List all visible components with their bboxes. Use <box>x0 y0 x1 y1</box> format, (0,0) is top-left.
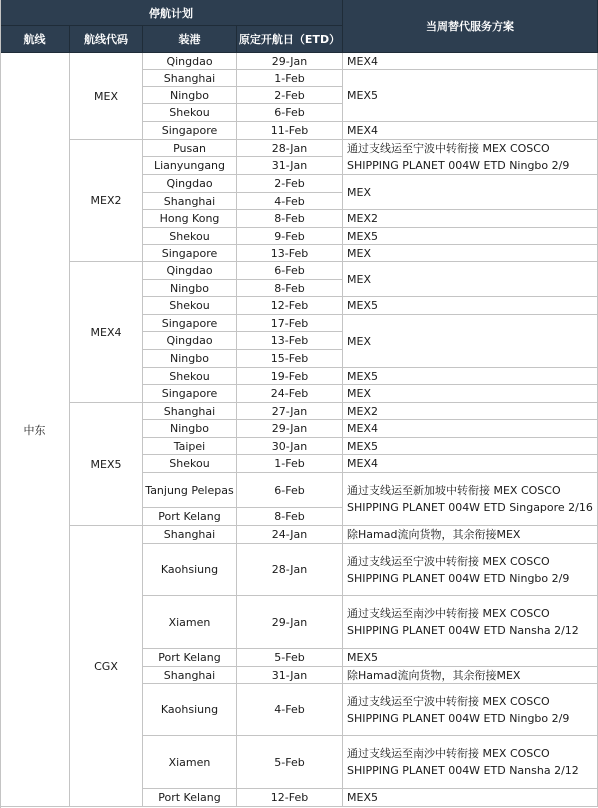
alternative-plan-cell: MEX <box>343 315 598 368</box>
port-cell: Hong Kong <box>143 210 237 228</box>
etd-cell: 4-Feb <box>237 684 343 736</box>
header-route: 航线 <box>0 26 70 53</box>
alternative-plan-cell: MEX <box>343 262 598 297</box>
port-cell: Shekou <box>143 297 237 315</box>
port-cell: Qingdao <box>143 332 237 350</box>
alternative-plan-cell: MEX4 <box>343 53 598 70</box>
port-cell: Shanghai <box>143 667 237 684</box>
port-cell: Shekou <box>143 228 237 245</box>
alternative-plan-cell: 通过支线运至南沙中转衔接 MEX COSCO SHIPPING PLANET 004W ETD Nansha 2/12 <box>343 596 598 649</box>
etd-cell: 6-Feb <box>237 104 343 122</box>
alternative-plan-cell: MEX4 <box>343 420 598 438</box>
etd-cell: 1-Feb <box>237 70 343 87</box>
port-cell: Ningbo <box>143 350 237 368</box>
etd-cell: 6-Feb <box>237 473 343 508</box>
etd-cell: 30-Jan <box>237 438 343 455</box>
alternative-plan-cell: MEX <box>343 175 598 210</box>
alternative-plan-cell: MEX4 <box>343 122 598 140</box>
etd-cell: 24-Jan <box>237 526 343 544</box>
alternative-plan-cell: MEX5 <box>343 789 598 807</box>
port-cell: Singapore <box>143 315 237 332</box>
etd-cell: 29-Jan <box>237 53 343 70</box>
port-cell: Kaohsiung <box>143 684 237 736</box>
port-cell: Singapore <box>143 385 237 403</box>
port-cell: Port Kelang <box>143 789 237 807</box>
service-code-cell: CGX <box>70 526 143 807</box>
service-code-cell: MEX2 <box>70 140 143 262</box>
port-cell: Ningbo <box>143 420 237 438</box>
port-cell: Qingdao <box>143 175 237 193</box>
etd-cell: 31-Jan <box>237 157 343 175</box>
port-cell: Ningbo <box>143 280 237 297</box>
etd-cell: 27-Jan <box>237 403 343 420</box>
port-cell: Singapore <box>143 245 237 262</box>
alternative-plan-cell: 通过支线运至南沙中转衔接 MEX COSCO SHIPPING PLANET 004W ETD Nansha 2/12 <box>343 736 598 789</box>
alternative-plan-cell: 通过支线运至宁波中转衔接 MEX COSCO SHIPPING PLANET 004W ETD Ningbo 2/9 <box>343 140 598 175</box>
etd-cell: 17-Feb <box>237 315 343 332</box>
alternative-plan-cell: MEX <box>343 385 598 403</box>
alternative-plan-cell: MEX5 <box>343 228 598 245</box>
port-cell: Shanghai <box>143 70 237 87</box>
etd-cell: 9-Feb <box>237 228 343 245</box>
etd-cell: 2-Feb <box>237 87 343 104</box>
etd-cell: 1-Feb <box>237 455 343 473</box>
etd-cell: 28-Jan <box>237 544 343 596</box>
port-cell: Qingdao <box>143 53 237 70</box>
etd-cell: 12-Feb <box>237 789 343 807</box>
port-cell: Qingdao <box>143 262 237 280</box>
port-cell: Ningbo <box>143 87 237 104</box>
etd-cell: 24-Feb <box>237 385 343 403</box>
etd-cell: 5-Feb <box>237 649 343 667</box>
alternative-plan-cell: MEX5 <box>343 368 598 385</box>
etd-cell: 19-Feb <box>237 368 343 385</box>
port-cell: Shanghai <box>143 193 237 210</box>
service-code-cell: MEX <box>70 53 143 140</box>
port-cell: Pusan <box>143 140 237 157</box>
alternative-plan-cell: MEX5 <box>343 649 598 667</box>
etd-cell: 6-Feb <box>237 262 343 280</box>
alternative-plan-cell: 除Hamad流向货物，其余衔接MEX <box>343 667 598 684</box>
alternative-plan-cell: MEX2 <box>343 210 598 228</box>
alternative-plan-cell: MEX <box>343 245 598 262</box>
port-cell: Lianyungang <box>143 157 237 175</box>
alternative-plan-cell: 除Hamad流向货物，其余衔接MEX <box>343 526 598 544</box>
port-cell: Kaohsiung <box>143 544 237 596</box>
header-service-code: 航线代码 <box>70 26 143 53</box>
etd-cell: 13-Feb <box>237 245 343 262</box>
etd-cell: 15-Feb <box>237 350 343 368</box>
alternative-plan-cell: 通过支线运至宁波中转衔接 MEX COSCO SHIPPING PLANET 004W ETD Ningbo 2/9 <box>343 684 598 736</box>
alternative-plan-cell: 通过支线运至新加坡中转衔接 MEX COSCO SHIPPING PLANET 004W ETD Singapore 2/16 <box>343 473 598 526</box>
port-cell: Shekou <box>143 455 237 473</box>
alternative-plan-cell: MEX5 <box>343 297 598 315</box>
alternative-plan-cell: MEX4 <box>343 455 598 473</box>
port-cell: Port Kelang <box>143 649 237 667</box>
port-cell: Taipei <box>143 438 237 455</box>
etd-cell: 2-Feb <box>237 175 343 193</box>
alternative-plan-cell: MEX2 <box>343 403 598 420</box>
port-cell: Shanghai <box>143 403 237 420</box>
port-cell: Port Kelang <box>143 508 237 526</box>
etd-cell: 28-Jan <box>237 140 343 157</box>
port-cell: Xiamen <box>143 736 237 789</box>
etd-cell: 11-Feb <box>237 122 343 140</box>
route-cell: 中东 <box>0 53 70 807</box>
alternative-plan-cell: MEX5 <box>343 70 598 122</box>
header-alternative-plan: 当周替代服务方案 <box>343 0 598 53</box>
header-port: 装港 <box>143 26 237 53</box>
alternative-plan-cell: 通过支线运至宁波中转衔接 MEX COSCO SHIPPING PLANET 004W ETD Ningbo 2/9 <box>343 544 598 596</box>
header-etd: 原定开航日（ETD） <box>237 26 343 53</box>
etd-cell: 29-Jan <box>237 420 343 438</box>
port-cell: Shekou <box>143 368 237 385</box>
etd-cell: 29-Jan <box>237 596 343 649</box>
etd-cell: 5-Feb <box>237 736 343 789</box>
port-cell: Xiamen <box>143 596 237 649</box>
etd-cell: 8-Feb <box>237 210 343 228</box>
etd-cell: 12-Feb <box>237 297 343 315</box>
alternative-plan-cell: MEX5 <box>343 438 598 455</box>
etd-cell: 31-Jan <box>237 667 343 684</box>
service-code-cell: MEX5 <box>70 403 143 526</box>
etd-cell: 8-Feb <box>237 508 343 526</box>
etd-cell: 4-Feb <box>237 193 343 210</box>
port-cell: Singapore <box>143 122 237 140</box>
etd-cell: 8-Feb <box>237 280 343 297</box>
port-cell: Tanjung Pelepas <box>143 473 237 508</box>
port-cell: Shanghai <box>143 526 237 544</box>
port-cell: Shekou <box>143 104 237 122</box>
etd-cell: 13-Feb <box>237 332 343 350</box>
header-group-title: 停航计划 <box>0 0 343 26</box>
service-code-cell: MEX4 <box>70 262 143 403</box>
